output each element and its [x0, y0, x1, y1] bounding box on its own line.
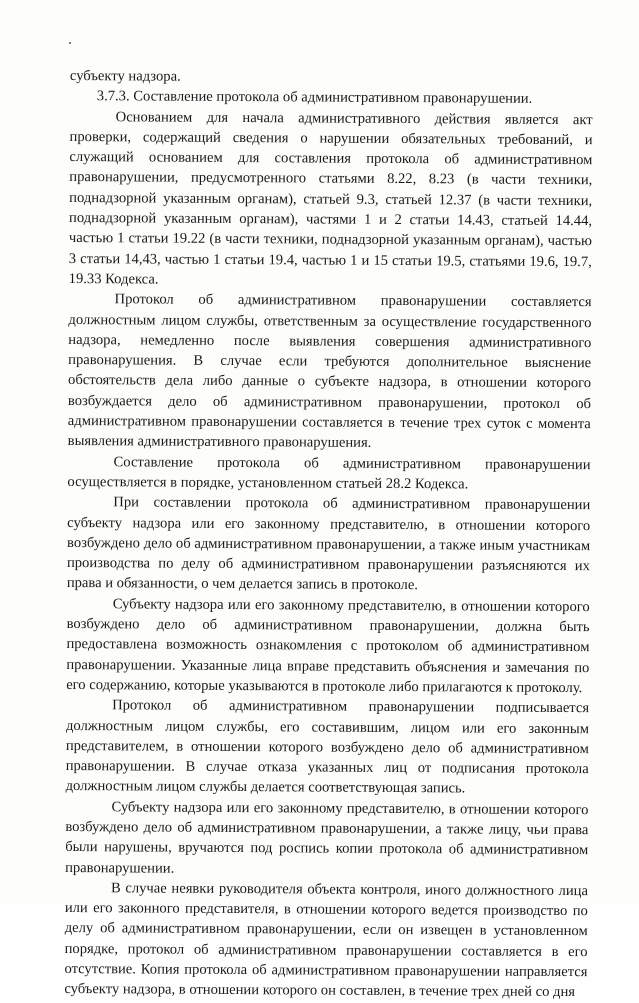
scan-speck: [69, 42, 71, 44]
paragraph-procedure: Составление протокола об административном правонарушении осуществляется в порядке, установленном статьей 28.2 Кодекса.: [67, 453, 591, 493]
paragraph-absence: В случае неявки руководителя объекта контроля, иного должностного лица или его законного представителя, в отношении которого ведется производство по делу об административном правонарушении, если он извещен в установленном порядке, протокол об административном правонарушении составляется в его отсутствие. Копия протокола об административном правонарушении направляется субъекту надзора, в отношении которого он составлен, в течение трех дней со дня: [64, 880, 589, 1001]
paragraph-protocol-drafting: Протокол об административном правонарушении составляется должностным лицом службы, ответственным за осуществление государственного надзора, немедленно после выявления совершения административного правонарушения. В случае если требуются дополнительное выяснение обстоятельств дела либо данные о субъекте надзора, в отношении которого возбуждается дело об административном правонарушении, протокол об административном правонарушении составляется в течение трех суток с момента выявления административного правонарушения.: [67, 291, 592, 452]
document-body: [64, 66, 593, 1003]
paragraph-familiarization: Субъекту надзора или его законному представителю, в отношении которого возбуждено дело об административном правонарушении, должна быть предоставлена возможность ознакомления с протоколом об административном правонарушении. Указанные лица вправе представить объяснения и замечания по его содержанию, которые указываются в протоколе либо прилагаются к протоколу.: [66, 595, 590, 697]
section-heading-3-7-3: 3.7.3. Составление протокола об административном правонарушении.: [96, 88, 533, 108]
paragraph-continuation: субъекту надзора.: [69, 67, 181, 85]
paragraph-copies: Субъекту надзора или его законному представителю, в отношении которого возбуждено дело об административном правонарушении, а также лицу, чьи права были нарушены, вручаются под роспись копии протокола об административном правонарушении.: [65, 798, 589, 877]
paragraph-signing: Протокол об административном правонарушении подписывается должностным лицом службы, его составившим, лицом или его законным представителем, в отношении которого возбуждено дело об административном правонарушении. В случае отказа указанных лиц от подписания протокола должностным лицом службы делается соответствующая запись.: [65, 697, 590, 797]
paragraph-grounds: Основанием для начала административного действия является акт проверки, содержащий сведения о нарушении обязательных требований, и служащий основанием для составления протокола об административном правонарушении, предусмотренного статьями 8.22, 8.23 (в части техники, поднадзорной указанным органам), статьей 9.3, статьей 12.37 (в части техники, поднадзорной указанным органам), частями 1 и 2 статьи 14.43, статьей 14.44, частью 1 статьи 19.22 (в части техники, поднадзорной указанным органам), частью 3 статьи 14,43, частью 1 статьи 19.4, частью 1 и 15 статьи 19.5, статьями 19.6, 19.7, 19.33 Кодекса.: [68, 108, 593, 288]
paragraph-rights-explained: При составлении протокола об административном правонарушении субъекту надзора или его законному представителю, в отношении которого возбуждено дело об административном правонарушении, а также иным участникам производства по делу об административном правонарушении разъясняются их права и обязанности, о чем делается запись в протоколе.: [66, 494, 591, 594]
